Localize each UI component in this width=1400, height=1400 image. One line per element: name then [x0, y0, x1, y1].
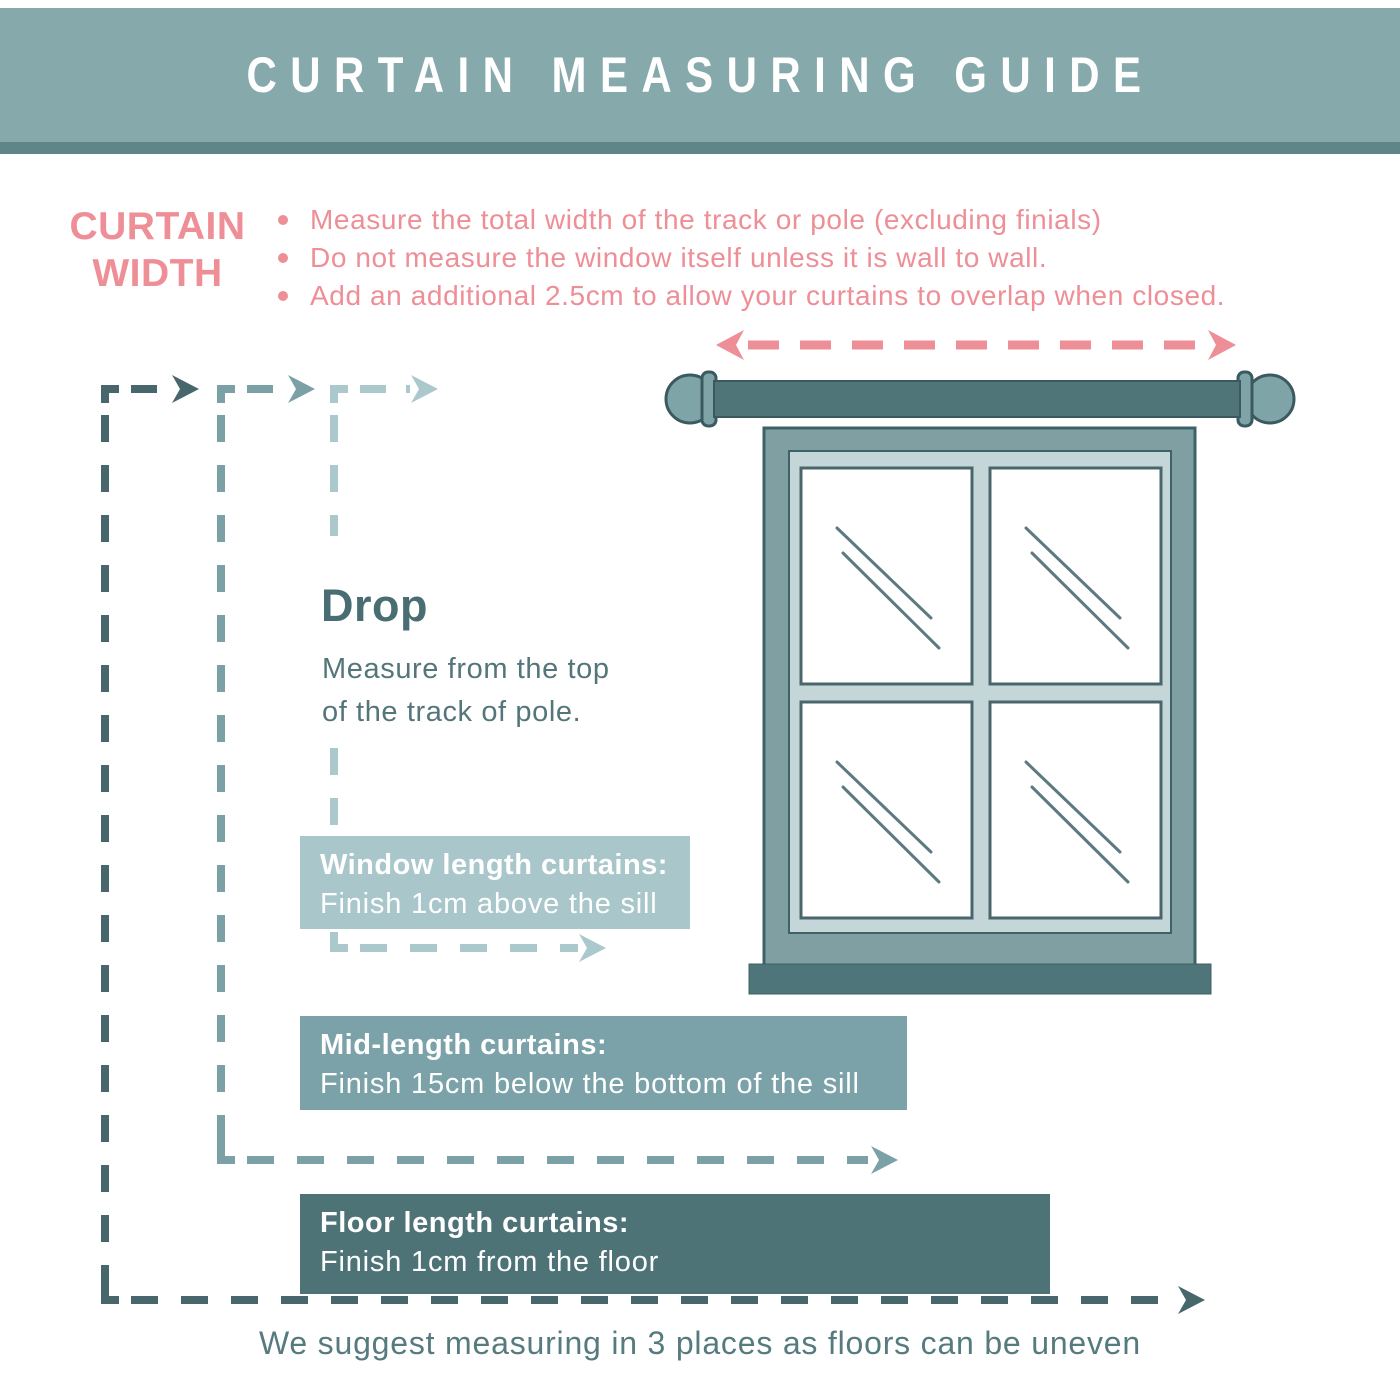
curtain-width-label-line1: CURTAIN [69, 205, 246, 248]
drop-description-line1: Measure from the top [322, 653, 610, 685]
drop-description [322, 648, 610, 734]
footer-note: We suggest measuring in 3 places as floors can be uneven [258, 1325, 1142, 1361]
width-measure-arrow [716, 330, 1236, 360]
guide-box-detail: Finish 15cm below the bottom of the sill [320, 1068, 860, 1100]
guide-box-title: Floor length curtains: [320, 1207, 630, 1239]
bullet-text: Measure the total width of the track or pole (excluding finials) [310, 204, 1102, 235]
window-length-guide-box [300, 836, 690, 929]
mid-length-guide-box [300, 1016, 907, 1110]
page-title: CURTAIN MEASURING GUIDE [245, 47, 1155, 103]
pole-bar [714, 381, 1240, 417]
bullet-text: Do not measure the window itself unless it is wall to wall. [310, 242, 1048, 273]
drop-description-line2: of the track of pole. [322, 696, 582, 728]
window-illustration [749, 428, 1211, 994]
drop-heading: Drop [321, 580, 428, 631]
guide-box-title: Mid-length curtains: [320, 1029, 608, 1061]
window-sill [749, 964, 1211, 994]
curtain-pole-illustration [666, 372, 1294, 426]
bullet-text: Add an additional 2.5cm to allow your curtains to overlap when closed. [310, 280, 1226, 311]
curtain-width-label-line2: WIDTH [92, 252, 223, 295]
guide-box-detail: Finish 1cm from the floor [320, 1246, 660, 1278]
guide-box-title: Window length curtains: [320, 849, 668, 881]
floor-length-guide-box [300, 1194, 1050, 1294]
guide-box-detail: Finish 1cm above the sill [320, 888, 658, 920]
